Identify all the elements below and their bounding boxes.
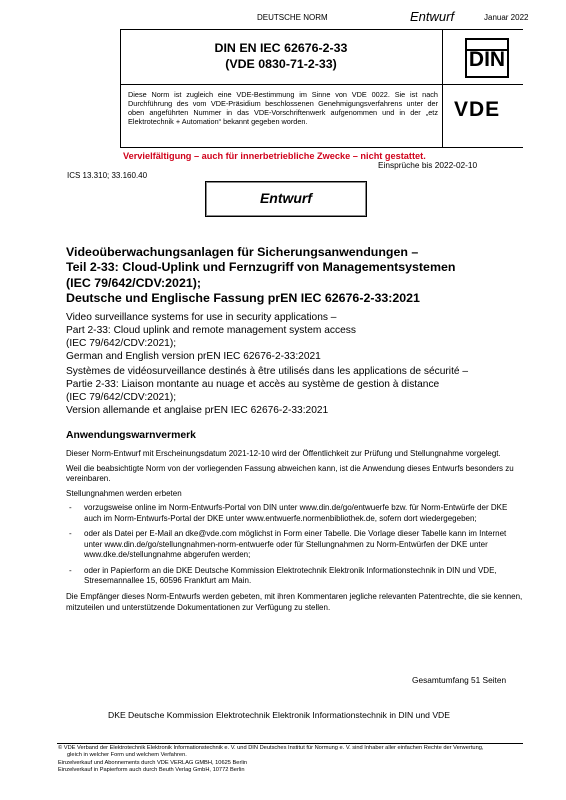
title-en-line: (IEC 79/642/CDV:2021); xyxy=(66,338,177,350)
title-en-line: German and English version prEN IEC 62676-2-33:2021 xyxy=(66,351,321,363)
objection-deadline: Einsprüche bis 2022-02-10 xyxy=(378,160,478,170)
norm-type-label: DEUTSCHE NORM xyxy=(257,13,328,22)
header-bottom-rule xyxy=(120,147,523,148)
vde-number: (VDE 0830-71-2-33) xyxy=(225,57,337,72)
title-de-line: Teil 2-33: Cloud-Uplink und Fernzugriff von Managementsystemen xyxy=(66,260,456,275)
title-fr-line: Systèmes de vidéosurveillance destinés à être utilisés dans les applications de sécurité – xyxy=(66,366,469,377)
copyright-line: © VDE Verband der Elektrotechnik Elektronik Informationstechnik e. V. und DIN Deutsches Institut für Normung e. V. sind Inhaber aller einfachen Rechte der Verwertung, xyxy=(58,745,484,751)
copyright-line: gleich in welcher Form und welchem Verfahren. xyxy=(67,752,187,759)
title-de-line: Videoüberwachungsanlagen für Sicherungsanwendungen – xyxy=(66,245,419,259)
footer-rule xyxy=(57,743,523,744)
document-number: DIN EN IEC 62676-2-33 xyxy=(214,41,348,55)
title-fr-line: Version allemande et anglaise prEN IEC 62676-2-33:2021 xyxy=(66,405,329,417)
notice-paragraph: Die Empfänger dieses Norm-Entwurfs werden gebeten, mit ihren Kommentaren jegliche relevanten Patentrechte, die sie kennen, mitzuteilen und unterstützende Dokumentationen zur Verfügung zu stellen. xyxy=(66,592,523,612)
vde-logo: VDE xyxy=(454,98,501,121)
footer xyxy=(58,745,528,775)
notice-paragraph: Weil die beabsichtigte Norm von der vorliegenden Fassung abweichen kann, ist die Anwendung dieses Entwurfs besonders zu vereinbaren. xyxy=(66,463,514,484)
title-fr-line: (IEC 79/642/CDV:2021); xyxy=(66,392,177,404)
title-french xyxy=(66,365,536,417)
comment-channels-list xyxy=(66,503,526,587)
vde-notice: Diese Norm ist zugleich eine VDE-Bestimmung im Sinne von VDE 0022. Sie ist nach Durchführung des vom VDE-Präsidium beschlossenen Genehmigungsverfahrens unter der oben angeführten Nummer in das VDE-Vorschriftenwerk aufgenommen und in der „etz Elektrotechnik + Automation“ bekannt gegeben worden. xyxy=(128,90,438,126)
list-item: - oder in Papierform an die DKE Deutsche Kommission Elektrotechnik Elektronik Informationstechnik in DIN und VDE, Stresemannallee 15, 60596 Frankfurt am Main. xyxy=(66,566,526,587)
document-number-block xyxy=(120,40,442,72)
notice-paragraph: Stellungnahmen werden erbeten xyxy=(66,488,182,498)
din-logo-text: DIN xyxy=(468,48,506,71)
notice-heading: Anwendungswarnvermerk xyxy=(66,430,196,441)
title-en-line: Video surveillance systems for use in security applications – xyxy=(66,312,337,323)
header-divider xyxy=(442,29,443,147)
title-de-line: Deutsche und Englische Fassung prEN IEC 62676-2-33:2021 xyxy=(66,291,420,306)
header-mid-rule xyxy=(120,84,523,85)
draft-box xyxy=(205,181,367,217)
issue-date: Januar 2022 xyxy=(484,13,529,22)
publisher-line: DKE Deutsche Kommission Elektrotechnik Elektronik Informationstechnik in DIN und VDE xyxy=(108,710,450,720)
notice-paragraph: Dieser Norm-Entwurf mit Erscheinungsdatum 2021-12-10 wird der Öffentlichkeit zur Prüfung und Stellungnahme vorgelegt. xyxy=(66,449,501,458)
header-rule xyxy=(120,29,523,30)
din-logo xyxy=(465,38,509,78)
total-pages: Gesamtumfang 51 Seiten xyxy=(412,675,507,685)
title-german xyxy=(66,245,536,307)
list-item: - vorzugsweise online im Norm-Entwurfs-Portal von DIN unter www.din.de/go/entwuerfe bzw. für Norm-Entwürfe der DKE auch im Norm-Entwurfs-Portal der DKE unter www.entwuerfe.normenbibliothek.de, sofern dort wiedergegeben; xyxy=(66,503,526,524)
title-english xyxy=(66,311,536,363)
ics-code: ICS 13.310; 33.160.40 xyxy=(67,171,148,180)
list-item: - oder als Datei per E-Mail an dke@vde.com möglichst in Form einer Tabelle. Die Vorlage dieser Tabelle kann im Internet unter www.din.de/go/stellungnahmen-norm-entwuerfe oder für Stellungnahmen zu Norm-Entwürfen der DKE unter www.dke.de/stellungnahme abgerufen werden; xyxy=(66,529,526,561)
draft-label: Entwurf xyxy=(410,9,455,24)
title-fr-line: Partie 2-33: Liaison montante au nuage et accès au système de gestion à distance xyxy=(66,379,440,391)
title-en-line: Part 2-33: Cloud uplink and remote management system access xyxy=(66,325,356,337)
notice-body xyxy=(66,449,526,613)
sales-line: Einzelverkauf in Papierform auch durch Beuth Verlag GmbH, 10772 Berlin xyxy=(58,767,245,774)
draft-box-label: Entwurf xyxy=(259,190,313,206)
reproduction-warning: Vervielfältigung – auch für innerbetriebliche Zwecke – nicht gestattet. xyxy=(123,151,426,161)
title-de-line: (IEC 79/642/CDV:2021); xyxy=(66,275,201,290)
sales-line: Einzelverkauf und Abonnements durch VDE VERLAG GMBH, 10625 Berlin xyxy=(58,759,248,766)
